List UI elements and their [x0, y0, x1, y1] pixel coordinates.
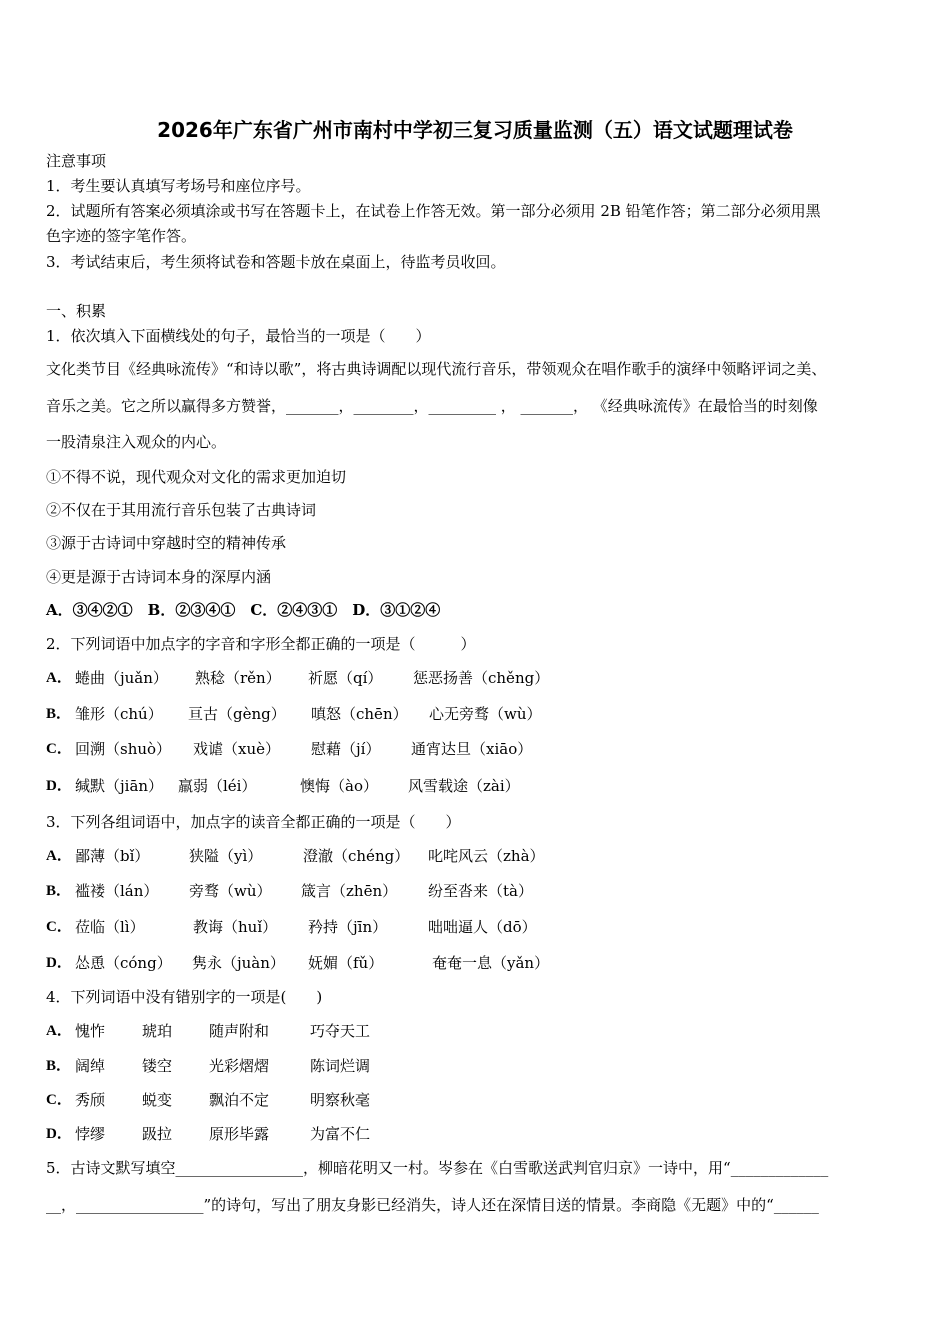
option-item: 亘古（gèng） — [188, 705, 286, 723]
option-item: 旁骛（wù） — [189, 882, 272, 900]
question-5-line: 5．古诗文默写填空_________________，柳暗花明又一村。岑参在《白雪歌送武判官归京》一诗中，用“_____________ — [46, 1159, 829, 1177]
question-2-option-d — [46, 776, 906, 796]
option-item: 秀颀 — [75, 1091, 106, 1109]
option-label: C． — [46, 741, 72, 757]
question-4-stem: 4．下列词语中没有错别字的一项是( ) — [46, 988, 323, 1006]
option-item: 慰藉（jí） — [311, 740, 381, 758]
question-1-passage: 一股清泉注入观众的内心。 — [46, 433, 227, 451]
option-item: 愧怍 — [75, 1022, 106, 1040]
question-2-option-b — [46, 704, 906, 724]
section-heading: 一、积累 — [46, 302, 107, 320]
option-item: 妩媚（fǔ） — [308, 954, 384, 972]
question-1-sentence: ①不得不说，现代观众对文化的需求更加迫切 — [46, 468, 347, 486]
question-2-stem: 2．下列词语中加点字的字音和字形全都正确的一项是（ ） — [46, 635, 476, 653]
option-item: 箴言（zhēn） — [301, 882, 398, 900]
notice-item: 色字迹的签字笔作答。 — [46, 227, 197, 245]
notice-item: 2．试题所有答案必须填涂或书写在答题卡上，在试卷上作答无效。第一部分必须用 2B 铅笔作答；第二部分必须用黑 — [46, 202, 821, 220]
option-label: A． — [46, 848, 72, 864]
option-label: D． — [46, 955, 72, 971]
question-4-option-a — [46, 1021, 906, 1041]
option-item: 阔绰 — [75, 1057, 106, 1075]
question-3-option-b — [46, 881, 906, 901]
option-label: B． — [46, 706, 72, 722]
question-1-stem: 1．依次填入下面横线处的句子，最恰当的一项是（ ） — [46, 327, 431, 345]
option-item: 回溯（shuò） — [75, 740, 172, 758]
question-3-option-c — [46, 917, 906, 937]
option-item: 蜕变 — [142, 1091, 173, 1109]
question-5-line: __，_________________”的诗句，写出了朋友身影已经消失，诗人还在深情目送的情景。李商隐《无题》中的“______ — [46, 1196, 819, 1214]
notice-heading: 注意事项 — [46, 152, 107, 170]
option-item: 原形毕露 — [209, 1125, 270, 1143]
question-1-sentence: ③源于古诗词中穿越时空的精神传承 — [46, 534, 287, 552]
option-item: 惩恶扬善（chěng） — [413, 669, 550, 687]
option-item: 陈词烂调 — [310, 1057, 371, 1075]
option-item: 嗔怒（chēn） — [311, 705, 408, 723]
question-1-sentence: ④更是源于古诗词本身的深厚内涵 — [46, 568, 272, 586]
option-item: 蜷曲（juǎn） — [75, 669, 168, 687]
option-item: 巧夺天工 — [310, 1022, 371, 1040]
option-item: 缄默（jiān） — [75, 777, 164, 795]
option-label: B． — [46, 1058, 72, 1074]
option-item: 懊悔（ào） — [300, 777, 378, 795]
option-item: 戏谑（xuè） — [193, 740, 280, 758]
option-item: 随声附和 — [209, 1022, 270, 1040]
option-item: 狭隘（yì） — [189, 847, 263, 865]
question-1-passage: 文化类节目《经典咏流传》“和诗以歌”，将古典诗调配以现代流行音乐，带领观众在唱作歌手的演绎中领略评词之美、 — [46, 360, 827, 378]
option-item: 褴褛（lán） — [75, 882, 159, 900]
option-item: 叱咤风云（zhà） — [428, 847, 545, 865]
question-4-option-b — [46, 1056, 906, 1076]
option-item: 光彩熠熠 — [209, 1057, 270, 1075]
option-label: C． — [46, 1092, 72, 1108]
option-item: 通宵达旦（xiāo） — [411, 740, 533, 758]
option-item: 祈愿（qí） — [308, 669, 383, 687]
option-item: 咄咄逼人（dō） — [428, 918, 537, 936]
option-item: 纷至沓来（tà） — [428, 882, 533, 900]
question-1-sentence: ②不仅在于其用流行音乐包装了古典诗词 — [46, 501, 317, 519]
option-item: 镂空 — [142, 1057, 173, 1075]
option-item: 羸弱（léi） — [178, 777, 257, 795]
option-label: D． — [46, 778, 72, 794]
option-item: 琥珀 — [142, 1022, 173, 1040]
option-label: D． — [46, 1126, 72, 1142]
option-item: 隽永（juàn） — [192, 954, 285, 972]
option-item: 飘泊不定 — [209, 1091, 270, 1109]
option-label: A． — [46, 1023, 72, 1039]
option-item: 莅临（lì） — [75, 918, 145, 936]
question-1-options: A．③④②① B．②③④① C．②④③① D．③①②④ — [46, 601, 441, 619]
question-4-option-d — [46, 1124, 906, 1144]
notice-item: 1．考生要认真填写考场号和座位序号。 — [46, 177, 311, 195]
option-item: 矜持（jīn） — [308, 918, 388, 936]
option-item: 怂恿（cóng） — [75, 954, 172, 972]
question-2-option-a — [46, 668, 906, 688]
option-item: 雏形（chú） — [75, 705, 163, 723]
option-label: A． — [46, 670, 72, 686]
option-item: 为富不仁 — [310, 1125, 371, 1143]
question-3-stem: 3．下列各组词语中，加点字的读音全都正确的一项是（ ） — [46, 813, 461, 831]
option-item: 趿拉 — [142, 1125, 173, 1143]
option-item: 风雪载途（zài） — [408, 777, 520, 795]
page-title: 2026年广东省广州市南村中学初三复习质量监测（五）语文试题理试卷 — [157, 118, 793, 142]
question-4-option-c — [46, 1090, 906, 1110]
option-item: 教诲（huǐ） — [193, 918, 278, 936]
question-3-option-d — [46, 953, 906, 973]
option-item: 明察秋毫 — [310, 1091, 371, 1109]
question-2-option-c — [46, 739, 906, 759]
option-item: 鄙薄（bǐ） — [75, 847, 150, 865]
option-item: 心无旁骛（wù） — [429, 705, 542, 723]
option-item: 奄奄一息（yǎn） — [432, 954, 550, 972]
question-1-passage: 音乐之美。它之所以赢得多方赞誉，_______，________，_________ ， _______， 《经典咏流传》在最恰当的时刻像 — [46, 397, 818, 415]
option-item: 熟稔（rěn） — [195, 669, 281, 687]
notice-item: 3．考试结束后，考生须将试卷和答题卡放在桌面上，待监考员收回。 — [46, 253, 506, 271]
option-item: 悖缪 — [75, 1125, 106, 1143]
question-3-option-a — [46, 846, 906, 866]
option-label: C． — [46, 919, 72, 935]
option-item: 澄澈（chéng） — [303, 847, 410, 865]
option-label: B． — [46, 883, 72, 899]
